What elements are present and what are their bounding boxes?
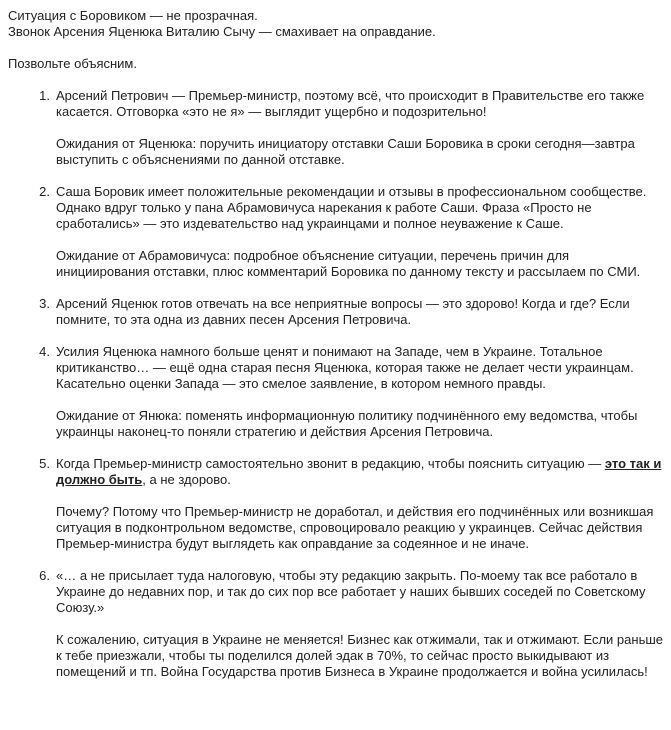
item-paragraph: Усилия Яценюка намного больше ценят и понимают на Западе, чем в Украине. Тотальное критиканство… — ещё одна старая песня Яценюка, которая также не делает чести украинцам. Касательно оценки Запада — это смелое заявление, в котором немного правды. <box>56 344 634 391</box>
item-paragraph: Почему? Потому что Премьер-министр не доработал, и действия его подчинённых или возникшая ситуация в подконтрольном ведомстве, спровоцировало реакцию у украинцев. Сейчас действия Премьер-министра будут выглядеть как оправдание за содеянное и не иначе. <box>56 504 654 551</box>
item-paragraph: Ожидание от Янюка: поменять информационную политику подчинённого ему ведомства, чтобы украинцы наконец-то поняли стратегию и действия Арсения Петровича. <box>56 408 638 439</box>
text-span: , а не здорово. <box>142 472 231 487</box>
list-item <box>8 344 663 440</box>
item-paragraph: Арсений Петрович — Премьер-министр, поэтому всё, что происходит в Правительстве его также касается. Отговорка «это не я» — выглядит ущербно и подозрительно! <box>56 88 645 119</box>
item-paragraph: Саша Боровик имеет положительные рекомендации и отзывы в профессиональном сообществе. Однако вдруг только у пана Абрамовичуса нарекания к работе Саши. Фраза «Просто не сработались» — это издевательство над украинцами и полное неуважение к Саше. <box>56 184 647 231</box>
intro <box>8 8 663 72</box>
list-item <box>8 568 663 680</box>
list-number: 2. <box>39 184 50 199</box>
list-number: 5. <box>39 456 50 471</box>
item-paragraph: Ожидания от Яценюка: поручить инициатору отставки Саши Боровика в сроки сегодня—завтра выступить с объяснениями по данной отставке. <box>56 136 635 167</box>
item-paragraph: Арсений Яценюк готов отвечать на все неприятные вопросы — это здорово! Когда и где? Если помните, то эта одна из давних песен Арсения Петровича. <box>56 296 630 327</box>
list-number: 6. <box>39 568 50 583</box>
item-paragraph: Ожидание от Абрамовичуса: подробное объяснение ситуации, перечень причин для инициирования отставки, плюс комментарий Боровика по данному тексту и рассылаем по СМИ. <box>56 248 641 279</box>
item-paragraph: «… а не присылает туда налоговую, чтобы эту редакцию закрыть. По-моему так все работало в Украине до недавних пор, и так до сих пор все работает у наших бывших соседей по Советскому Союзу.» <box>56 568 646 615</box>
list-number: 1. <box>39 88 50 103</box>
emphasized-link[interactable]: это так и должно быть <box>56 456 662 487</box>
list-item <box>8 456 663 552</box>
numbered-list <box>8 88 663 680</box>
item-paragraph: К сожалению, ситуация в Украине не меняется! Бизнес как отжимали, так и отжимают. Если раньше к тебе приезжали, чтобы ты поделился долей эдак в 70%, то сейчас просто выкидывают из помещений и тп. Война Государства против Бизнеса в Украине продолжается и война усилилась! <box>56 632 664 679</box>
list-number: 3. <box>39 296 50 311</box>
intro-line-1: Ситуация с Боровиком — не прозрачная. <box>8 8 258 23</box>
text-span: Когда Премьер-министр самостоятельно звонит в редакцию, чтобы пояснить ситуацию — <box>56 456 605 471</box>
list-item <box>8 184 663 280</box>
list-item <box>8 296 663 328</box>
list-number: 4. <box>39 344 50 359</box>
item-paragraph <box>56 456 663 488</box>
list-item <box>8 88 663 168</box>
spacer <box>8 40 663 56</box>
intro-line-3: Позвольте объясним. <box>8 56 137 71</box>
intro-line-2: Звонок Арсения Яценюка Виталию Сычу — смахивает на оправдание. <box>8 24 436 39</box>
